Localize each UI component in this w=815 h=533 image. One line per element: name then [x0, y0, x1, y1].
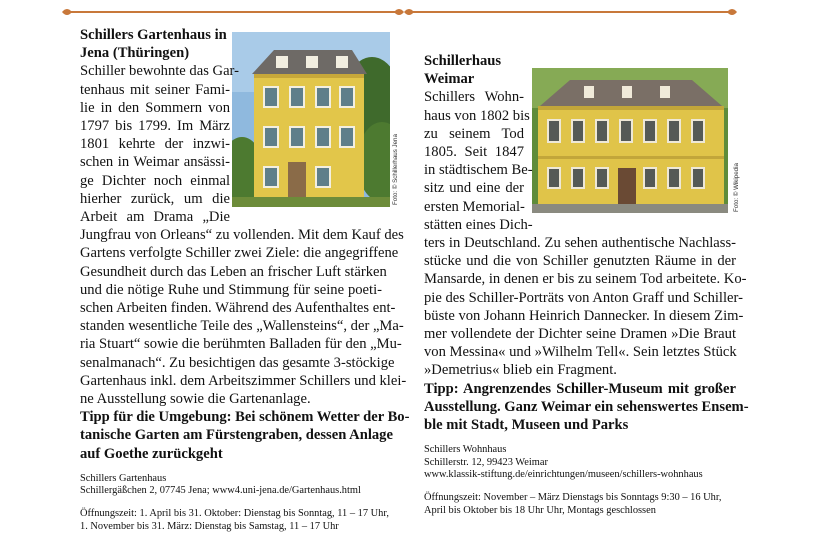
title-line: Jena (Thüringen): [80, 45, 190, 62]
body-line: Schiller bewohnte das Gar-: [80, 63, 239, 80]
address-block: [424, 444, 736, 482]
schillerhaus-photo-credit: Foto: © Wikipedia: [733, 163, 740, 212]
body-line: tenhaus mit seiner Fami-: [80, 81, 230, 98]
address-line: Schillergäßchen 2, 07745 Jena; www4.uni-jena.de/Gartenhaus.html: [80, 485, 361, 497]
tip-line: Tipp: Angrenzendes Schiller-Museum mit großer: [424, 380, 736, 397]
body-line: zu seinem Tod: [424, 125, 524, 142]
body-line: in städtischem Be-: [424, 162, 533, 179]
body-line: Arbeit am Drama „Die: [80, 209, 230, 226]
body-line: lie in den Sommern von: [80, 99, 230, 116]
body-line: hierher zurück, um die: [80, 190, 230, 207]
body-line: schen Arbeiten finden. Während des Aufenthaltes ent-: [80, 300, 396, 317]
body-line: senalmanach“. Zu besichtigen das gesamte 3-stöckige: [80, 354, 395, 371]
body-line: 1797 bis 1799. Im März: [80, 118, 230, 135]
website-link[interactable]: www.klassik-stiftung.de/einrichtungen/museen/schillers-wohnhaus: [424, 469, 703, 481]
body-line: Gesundheit durch das Leben an frischer Luft stärken: [80, 263, 387, 280]
ornament-right-end: [725, 5, 739, 19]
address-block: [80, 473, 382, 498]
body-line: ersten Memorial-: [424, 198, 525, 215]
body-line: sitz und eine der: [424, 180, 524, 197]
hours-line: 1. November bis 31. März: Dienstag bis Samstag, 11 – 17 Uhr: [80, 520, 339, 532]
body-line: stätten eines Dich-: [424, 216, 533, 233]
body-line: standen wesentliche Teile des „Wallensteins“, der „Ma-: [80, 318, 404, 335]
body-line: stücke und die von Schiller genutzten Räume in der: [424, 253, 736, 270]
body-line: »Demetrius« blieb ein Fragment.: [424, 362, 617, 379]
hours-line: Öffnungszeit: 1. April bis 31. Oktober: Dienstag bis Sonntag, 11 – 17 Uhr,: [80, 508, 389, 520]
title-line: Schillerhaus: [424, 53, 502, 69]
tip-line: Tipp für die Umgebung: Bei schönem Wetter der Bo-: [80, 409, 410, 426]
tip-line: ble mit Stadt, Museen und Parks: [424, 417, 629, 434]
body-line: ge Dichter noch einmal: [80, 172, 230, 189]
title-line: Schillers Gartenhaus in: [80, 27, 227, 43]
gartenhaus-photo-credit: Foto: © Schillerhaus Jena: [392, 134, 399, 205]
body-line: ne Ausstellung sowie die Gartenanlage.: [80, 391, 311, 408]
body-line: haus von 1802 bis: [424, 107, 530, 124]
title-line: Weimar: [424, 71, 475, 88]
article-tip: [424, 380, 749, 435]
body-line: Gartens verfolgte Schiller zwei Ziele: die angegriffene: [80, 245, 399, 262]
body-line: und die nötige Ruhe und Stimmung für seine poeti-: [80, 281, 382, 298]
body-line: mer vollendete der Dichter seine Dramen »Die Braut: [424, 326, 736, 343]
opening-hours: [80, 508, 389, 533]
body-line: Gartenhaus inkl. dem Arbeitszimmer Schillers und klei-: [80, 372, 407, 389]
tip-line: auf Goethe zurückgeht: [80, 445, 223, 462]
ornament-right-start: [402, 5, 416, 19]
body-line: Jungfrau von Orleans“ zu vollenden. Mit dem Kauf des: [80, 227, 404, 244]
article-title: [80, 26, 382, 62]
article-title: [424, 52, 736, 88]
body-line: 1805. Seit 1847: [424, 144, 524, 161]
body-line: Mansarde, in denen er bis zu seinem Tod arbeitete. Ko-: [424, 271, 747, 288]
opening-hours: [424, 492, 736, 517]
ornament-left-start: [60, 5, 74, 19]
article-tip: [80, 408, 410, 463]
address-line: Schillers Wohnhaus: [424, 444, 507, 456]
body-line: ria Stuart“ sowie die berühmten Balladen für den „Mu-: [80, 336, 402, 353]
top-rule-right: [408, 11, 730, 13]
tip-line: Ausstellung. Ganz Weimar ein sehenswertes Ensem-: [424, 398, 749, 415]
top-rule-left: [67, 11, 397, 13]
body-line: Schillers Wohn-: [424, 89, 524, 106]
hours-line: April bis Oktober bis 18 Uhr Uhr, Montags geschlossen: [424, 504, 656, 516]
body-line: pie des Schiller-Porträts von Anton Graff und Schiller-: [424, 289, 743, 306]
body-line: schen in Weimar ansässi-: [80, 154, 230, 171]
hours-line: Öffnungszeit: November – März Dienstags bis Sonntags 9:30 – 16 Uhr,: [424, 492, 722, 504]
address-line: Schillers Gartenhaus: [80, 472, 167, 484]
body-line: ters in Deutschland. Zu sehen authentische Nachlass-: [424, 235, 736, 252]
body-line: von Messina« und »Wilhelm Tell«. Sein letztes Stück: [424, 344, 737, 361]
address-line: Schillerstr. 12, 99423 Weimar: [424, 456, 548, 468]
body-line: büste von Johann Heinrich Dannecker. In diesem Zim-: [424, 307, 744, 324]
body-line: 1801 kehrte der inzwi-: [80, 136, 230, 153]
tip-line: tanische Garten am Fürstengraben, dessen Anlage: [80, 427, 393, 444]
